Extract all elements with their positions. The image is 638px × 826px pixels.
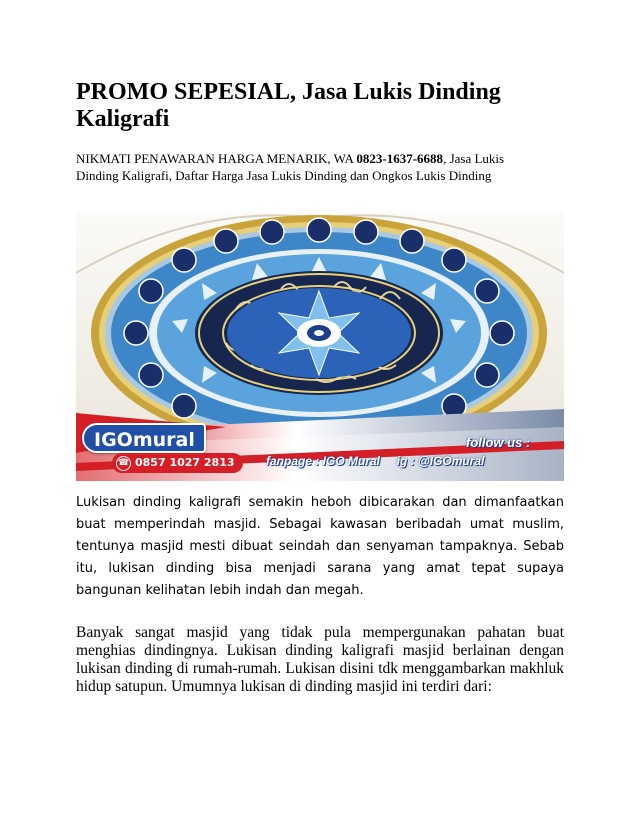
social-links <box>266 454 484 468</box>
brand-suffix: mural <box>132 429 195 451</box>
subtitle-phone: 0823-1637-6688 <box>356 151 444 166</box>
ceiling-mural-banner <box>76 213 564 481</box>
article-subtitle <box>76 150 546 184</box>
fanpage-link[interactable]: fanpage : IGO Mural <box>266 454 381 468</box>
subtitle-text: NIKMATI PENAWARAN HARGA MENARIK, WA <box>76 151 357 166</box>
paragraph-2: Banyak sangat masjid yang tidak pula mempergunakan pahatan buat menghias dindingnya. Lukisan dinding kaligrafi masjid berlainan dengan lukisan dinding di rumah-rumah. Lukisan disini tdk menggambarkan makhluk hidup satupun. Umumnya lukisan di dinding masjid ini terdiri dari: <box>76 624 564 695</box>
phone-number: 0857 1027 2813 <box>135 456 235 469</box>
instagram-link[interactable]: ig : @IGOmural <box>396 454 485 468</box>
contact-phone <box>112 453 243 473</box>
brand-logo <box>82 423 206 453</box>
subtitle-text-tail: , Jasa Lukis Dinding Kaligrafi, Daftar Harga Jasa Lukis Dinding dan Ongkos Lukis Dinding <box>76 151 505 183</box>
follow-us-label: follow us : <box>466 435 531 450</box>
article-title: PROMO SEPESIAL, Jasa Lukis Dinding Kaligrafi <box>76 79 501 132</box>
phone-icon: ☎ <box>116 456 131 471</box>
paragraph-1: Lukisan dinding kaligrafi semakin heboh dibicarakan dan dimanfaatkan buat memperindah masjid. Sebagai kawasan beribadah umat muslim, tentunya masjid mesti dibuat seindah dan senyaman tampaknya. Sebab itu, lukisan dinding bisa menjadi sarana yang amat tepat supaya bangunan kelihatan lebih indah dan megah. <box>76 495 564 598</box>
brand-prefix: IGO <box>94 429 133 451</box>
